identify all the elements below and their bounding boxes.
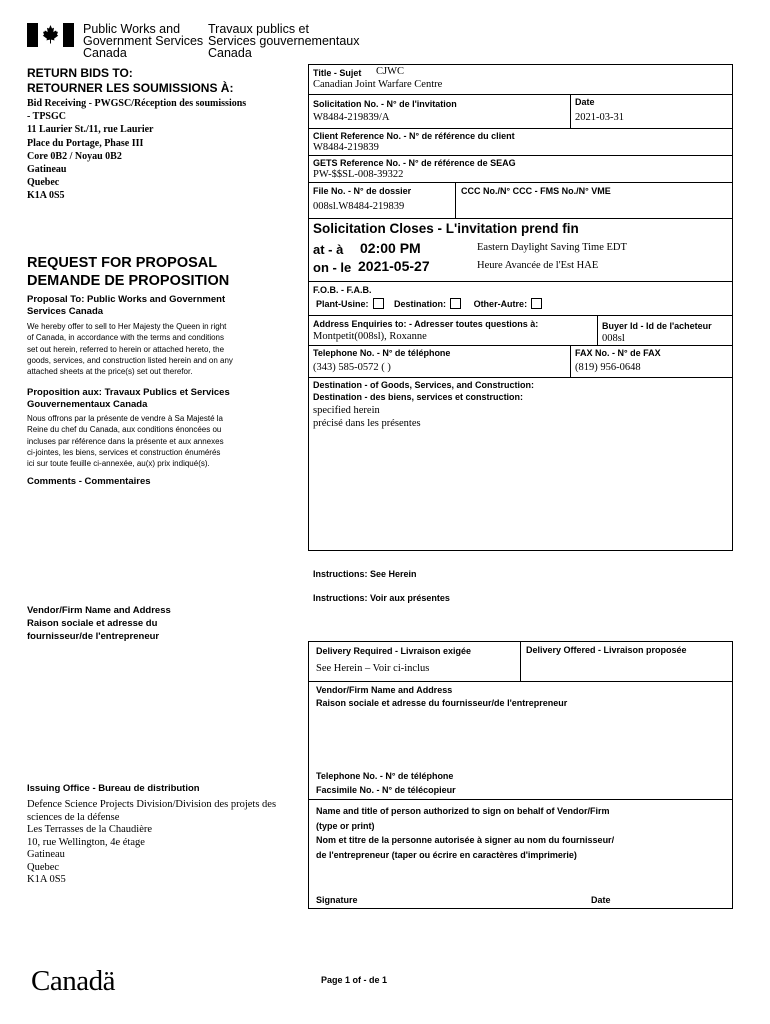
return-bids-address <box>27 97 246 203</box>
file-value: 008sl.W8484-219839 <box>313 201 405 212</box>
vendor-left-line: fournisseur/de l'entrepreneur <box>27 631 160 642</box>
file-label: File No. - N° de dossier <box>313 186 412 196</box>
canada-wordmark: Canadä <box>31 965 115 997</box>
proposition-text-line: ci-jointes, les biens, services et construction énumérés <box>27 447 221 457</box>
canada-flag-icon <box>27 23 74 47</box>
proposal-to-label <box>27 294 225 317</box>
issuing-line: Gatineau <box>27 849 65 860</box>
issuing-line: Quebec <box>27 861 60 873</box>
destination-goods-label-fr: Destination - des biens, services et construction: <box>313 392 524 402</box>
address-enquiries-label: Address Enquiries to: - Adresser toutes questions à: <box>313 319 539 329</box>
issuing-line: 10, rue Wellington, 4e étage <box>27 836 145 848</box>
destination-goods-label-en: Destination - of Goods, Services, and Construction: <box>313 380 535 390</box>
solicitation-label: Solicitation No. - N° de l'invitation <box>313 99 457 109</box>
gets-value: PW-$$SL-008-39322 <box>313 169 404 180</box>
on-label: on - le <box>313 260 352 275</box>
address-line: Core 0B2 / Noyau 0B2 <box>27 150 122 162</box>
return-bids-title <box>27 66 233 96</box>
other-checkbox[interactable] <box>531 298 542 309</box>
buyer-label: Buyer Id - Id de l'acheteur <box>602 321 712 331</box>
proposal-to-label-line: Proposal To: Public Works and Government <box>27 294 226 305</box>
client-ref-label: Client Reference No. - N° de référence du client <box>313 131 515 141</box>
delivery-required-value: See Herein – Voir ci-inclus <box>316 663 430 674</box>
proposition-text-line: Reine du chef du Canada, aux conditions énoncées ou <box>27 425 222 435</box>
tz-en: Eastern Daylight Saving Time EDT <box>477 242 627 253</box>
comments-label: Comments - Commentaires <box>27 476 151 487</box>
vendor-telephone-label[interactable]: Telephone No. - N° de téléphone <box>316 771 454 781</box>
address-line: K1A 0S5 <box>27 190 65 202</box>
title-label: Title - Sujet <box>313 68 362 78</box>
dept-fr-line: Travaux publics et <box>208 22 309 36</box>
dept-fr-line: Services gouvernementaux <box>208 34 360 48</box>
client-ref-value: W8484-219839 <box>313 142 379 153</box>
request-title-en: REQUEST FOR PROPOSAL <box>27 255 218 271</box>
other-label: Other-Autre: <box>473 299 528 309</box>
fax-value: (819) 956-0648 <box>575 362 641 373</box>
buyer-value: 008sl <box>602 333 625 344</box>
request-title-fr: DEMANDE DE PROPOSITION <box>27 273 230 289</box>
fob-options <box>316 298 546 309</box>
return-bids-title-fr: RETOURNER LES SOUMISSIONS À: <box>27 81 234 95</box>
auth-line: Nom et titre de la personne autorisée à signer au nom du fournisseur/ <box>316 835 615 845</box>
issuing-office-label: Issuing Office - Bureau de distribution <box>27 783 200 794</box>
vendor-left-line: Raison sociale et adresse du <box>27 618 158 629</box>
telephone-label: Telephone No. - N° de téléphone <box>313 348 451 358</box>
page-number: Page 1 of - de 1 <box>321 975 388 985</box>
issuing-line: K1A 0S5 <box>27 874 66 885</box>
dept-en-line: Canada <box>83 46 127 60</box>
address-line: Bid Receiving - PWGSC/Réception des soumissions <box>27 98 247 109</box>
proposition-text-line: Nous offrons par la présente de vendre à Sa Majesté la <box>27 414 223 423</box>
ccc-label: CCC No./N° CCC - FMS No./N° VME <box>461 186 611 196</box>
title-value-2: Canadian Joint Warfare Centre <box>313 79 443 90</box>
date-label: Date <box>575 97 595 107</box>
plant-label: Plant-Usine: <box>316 299 369 309</box>
authorized-signer-label[interactable] <box>316 804 614 862</box>
address-line: 11 Laurier St./11, rue Laurier <box>27 124 154 136</box>
proposal-to-text-line: of Canada, in accordance with the terms and conditions <box>27 333 225 343</box>
return-bids-title-en: RETURN BIDS TO: <box>27 66 133 80</box>
dept-en-line: Government Services <box>83 34 204 48</box>
signature-date-label[interactable]: Date <box>591 895 611 905</box>
vendor-name-label-fr[interactable]: Raison sociale et adresse du fournisseur/de l'entrepreneur <box>316 698 568 708</box>
telephone-value: (343) 585-0572 ( ) <box>313 362 391 373</box>
address-line: Place du Portage, Phase III <box>27 137 144 149</box>
proposal-to-text-line: We hereby offer to sell to Her Majesty the Queen in right <box>27 322 227 331</box>
proposal-to-text <box>27 321 233 377</box>
proposition-text <box>27 413 224 469</box>
address-line: Gatineau <box>27 164 67 176</box>
dept-en-line: Public Works and <box>83 22 181 36</box>
address-enquiries-value: Montpetit(008sl), Roxanne <box>313 331 427 342</box>
destination-label: Destination: <box>394 299 447 309</box>
proposal-to-label-line: Services Canada <box>27 305 104 317</box>
closes-title: Solicitation Closes - L'invitation prend fin <box>313 221 579 236</box>
vendor-left-line: Vendor/Firm Name and Address <box>27 605 171 616</box>
proposition-text-line: incluses par référence dans la présente et aux annexes <box>27 436 224 446</box>
gets-label: GETS Reference No. - N° de référence de SEAG <box>313 158 516 168</box>
auth-line: Name and title of person authorized to sign on behalf of Vendor/Firm <box>316 806 610 816</box>
at-label: at - à <box>313 242 344 257</box>
proposition-label-line: Proposition aux: Travaux Publics et Services <box>27 387 230 398</box>
fax-label: FAX No. - N° de FAX <box>575 348 661 358</box>
maple-leaf-icon <box>42 24 59 46</box>
title-value: CJWC <box>376 66 405 77</box>
department-name-en <box>83 23 203 59</box>
on-date: 2021-05-27 <box>358 258 430 274</box>
vendor-fax-label[interactable]: Facsimile No. - N° de télécopieur <box>316 785 456 795</box>
at-time: 02:00 PM <box>360 240 421 256</box>
fob-label: F.O.B. - F.A.B. <box>313 285 372 295</box>
delivery-required-label: Delivery Required - Livraison exigée <box>316 646 472 656</box>
issuing-line: sciences de la défense <box>27 811 120 823</box>
proposal-to-text-line: attached sheets at the price(s) set out therefor. <box>27 367 193 377</box>
delivery-offered-label[interactable]: Delivery Offered - Livraison proposée <box>526 645 687 655</box>
address-line: - TPSGC <box>27 111 66 123</box>
instructions-fr: Instructions: Voir aux présentes <box>313 593 450 603</box>
issuing-office-address <box>27 799 276 887</box>
issuing-line: Defence Science Projects Division/Division des projets des <box>27 799 277 810</box>
proposition-text-line: ici sur toute feuille ci-annexée, au(x) prix indiqué(s). <box>27 459 210 469</box>
tz-fr: Heure Avancée de l'Est HAE <box>477 260 599 271</box>
instructions-en: Instructions: See Herein <box>313 569 417 579</box>
plant-checkbox[interactable] <box>373 298 384 309</box>
proposal-to-text-line: goods, services, and construction listed herein and on any <box>27 355 233 365</box>
auth-line: (type or print) <box>316 820 375 831</box>
department-name-fr <box>208 23 359 59</box>
destination-value-fr: précisé dans les présentes <box>313 418 421 429</box>
proposition-label <box>27 387 230 410</box>
dept-fr-line: Canada <box>208 46 252 60</box>
signature-label[interactable]: Signature <box>316 895 358 905</box>
auth-line: de l'entrepreneur (taper ou écrire en caractères d'imprimerie) <box>316 849 577 860</box>
destination-value-en: specified herein <box>313 405 380 416</box>
vendor-name-label-en: Vendor/Firm Name and Address <box>316 685 453 695</box>
solicitation-value: W8484-219839/A <box>313 112 390 123</box>
issuing-line: Les Terrasses de la Chaudière <box>27 824 153 835</box>
destination-checkbox[interactable] <box>450 298 461 309</box>
date-value: 2021-03-31 <box>575 112 624 123</box>
proposal-to-text-line: set out herein, referred to herein or attached hereto, the <box>27 344 225 354</box>
request-title <box>27 254 229 290</box>
proposition-label-line: Gouvernementaux Canada <box>27 398 148 410</box>
address-line: Quebec <box>27 177 60 189</box>
vendor-left-label <box>27 604 171 643</box>
